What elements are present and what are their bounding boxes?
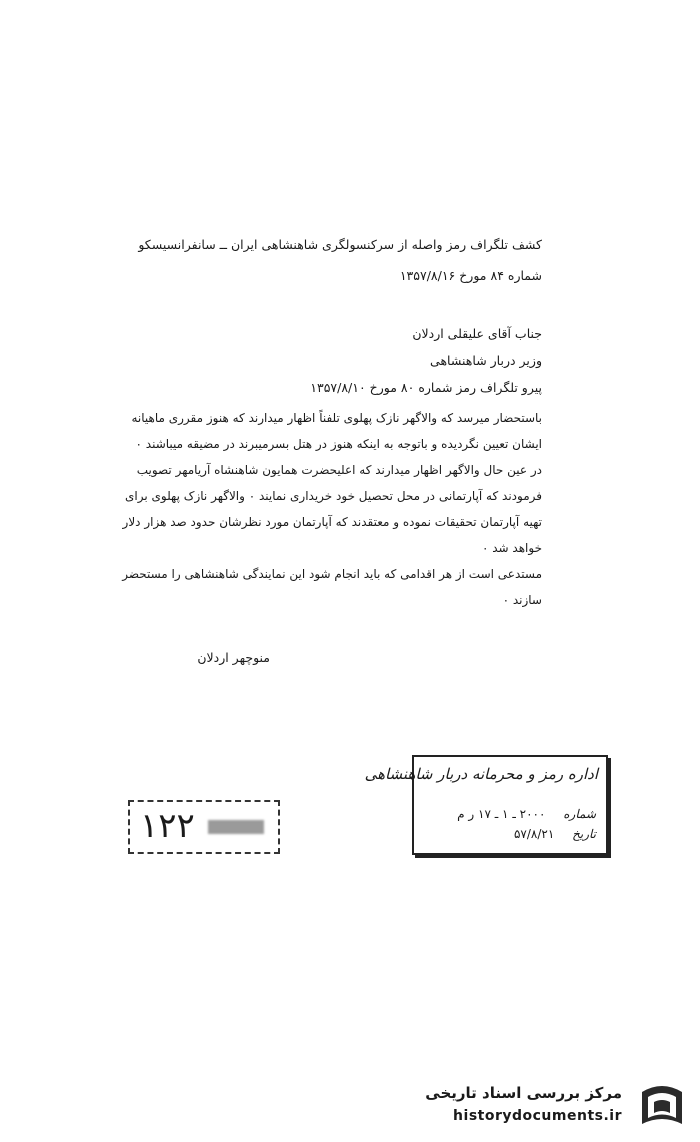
stamp-date-value: ۵۷/۸/۲۱ [513,827,555,841]
reference-line: پیرو تلگراف رمز شماره ۸۰ مورخ ۱۳۵۷/۸/۱۰ [310,380,542,395]
footer-title: مرکز بررسی اسناد تاریخی [425,1084,622,1102]
stamp-number-row [457,807,596,821]
watermark-footer [412,1082,692,1132]
telegram-number-date: شماره ۸۴ مورخ ۱۳۵۷/۸/۱۶ [399,268,542,283]
stamp-number-label: شماره [563,807,596,821]
letter-body [122,405,542,613]
addressee-position: وزیر دربار شاهنشاهی [430,353,542,368]
archive-stamp [364,755,608,855]
signature: منوچهر اردلان [197,650,270,665]
page-number: ۱۲۲ [140,806,195,846]
addressee-name: جناب آقای علیقلی اردلان [412,326,542,341]
body-paragraph-1: باستحضار میرسد که والاگهر نازک پهلوی تلفناً اظهار میدارند که هنوز مقرری ماهیانه ایشان تعیین نگردیده و باتوجه به اینکه هنوز در هتل بسرمیبرند در مضیقه میباشند ۰ در عین حال والاگهر اظهار میدارند که اعلیحضرت همایون شاهنشاه آریامهر تصویب فرمودند که آپارتمانی در محل تحصیل خود خریداری نمایند ۰ والاگهر نازک پهلوی برای تهیه آپارتمان تحقیقات نموده و معتقدند که آپارتمان مورد نظرشان حدود صد هزار دلار خواهد شد ۰ [122,411,542,555]
footer-url[interactable]: historydocuments.ir [453,1108,622,1124]
document-title: کشف تلگراف رمز واصله از سرکنسولگری شاهنشاهی ایران ــ سانفرانسیسکو [138,237,542,252]
page-number-box [128,800,280,854]
stamp-date-label: تاریخ [572,827,596,841]
stamp-title: اداره رمز و محرمانه دربار شاهنشاهی [364,765,598,783]
stamp-number-value: ۲۰۰۰ ـ ۱ ـ ۱۷ ر م [457,807,546,821]
archive-logo-icon [636,1084,688,1132]
body-paragraph-2: مستدعی است از هر اقدامی که باید انجام شود این نمایندگی شاهنشاهی را مستحضر سازند ۰ [122,567,542,607]
stamp-date-row [514,827,596,841]
ink-smudge [208,820,264,834]
